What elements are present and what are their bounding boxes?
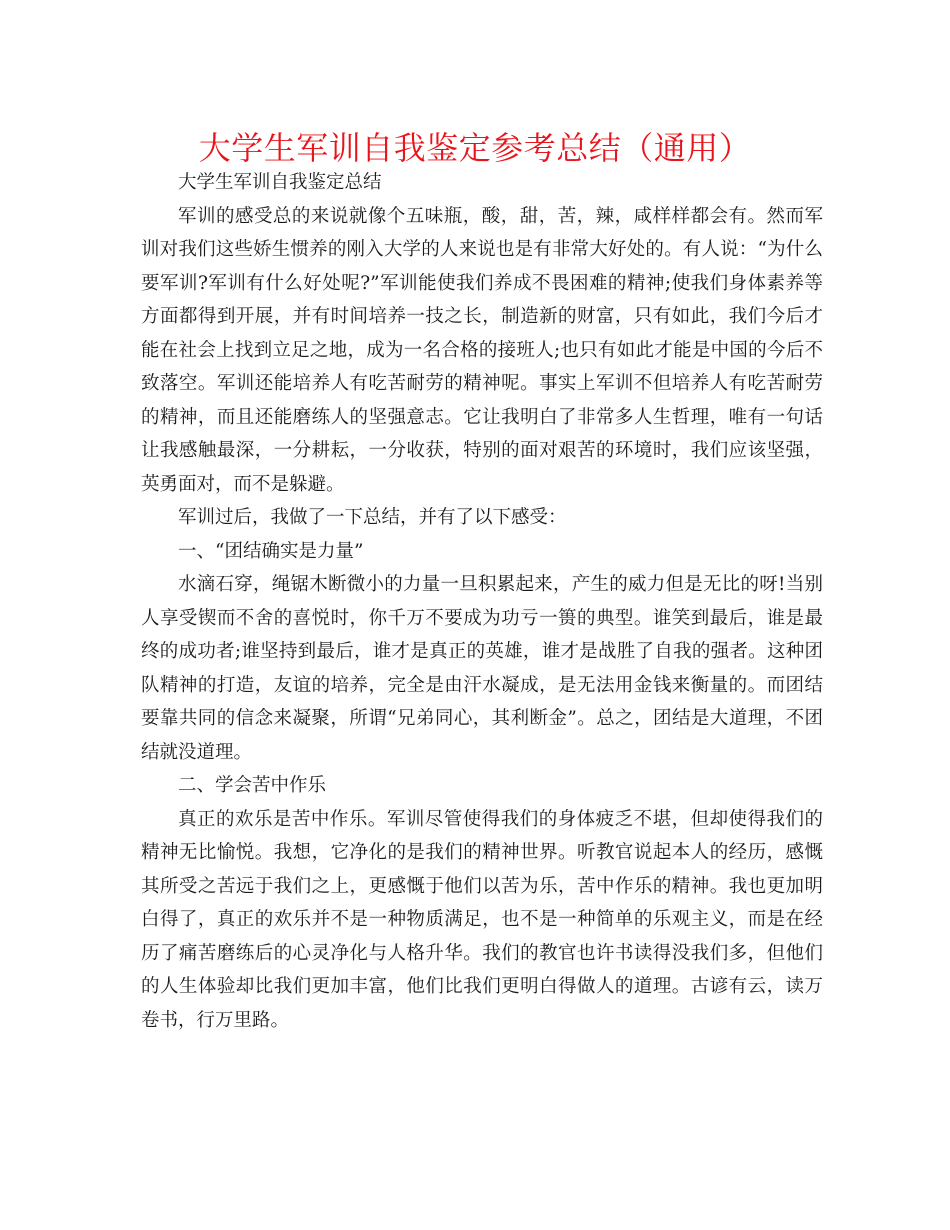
- document-title: 大学生军训自我鉴定参考总结（通用）: [198, 129, 752, 167]
- paragraph: 军训的感受总的来说就像个五味瓶，酸，甜，苦，辣，咸样样都会有。然而军训对我们这些娇生惯养的刚入大学的人来说也是有非常大好处的。有人说：“为什么要军训?军训有什么好处呢?”军训能使我们养成不畏困难的精神;使我们身体素养等方面都得到开展，并有时间培养一技之长，制造新的财富，只有如此，我们今后才能在社会上找到立足之地，成为一名合格的接班人;也只有如此才能是中国的今后不致落空。军训还能培养人有吃苦耐劳的精神呢。事实上军训不但培养人有吃苦耐劳的精神，而且还能磨练人的坚强意志。它让我明白了非常多人生哲理，唯有一句话让我感触最深，一分耕耘，一分收获，特别的面对艰苦的环境时，我们应该坚强，英勇面对，而不是躲避。: [141, 205, 823, 495]
- paragraph-subtitle: 大学生军训自我鉴定总结: [178, 172, 382, 193]
- document-body: [141, 166, 823, 1037]
- paragraph: 军训过后，我做了一下总结，并有了以下感受：: [178, 507, 567, 528]
- section-heading: 二、学会苦中作乐: [178, 775, 327, 796]
- paragraph: 水滴石穿，绳锯木断微小的力量一旦积累起来，产生的威力但是无比的呀!当别人享受锲而不舍的喜悦时，你千万不要成为功亏一篑的典型。谁笑到最后，谁是最终的成功者;谁坚持到最后，谁才是真正的英雄，谁才是战胜了自我的强者。这种团队精神的打造，友谊的培养，完全是由汗水凝成，是无法用金钱来衡量的。而团结要靠共同的信念来凝聚，所谓“兄弟同心，其利断金”。总之，团结是大道理，不团结就没道理。: [141, 574, 823, 763]
- section-heading: 一、“团结确实是力量”: [178, 540, 364, 562]
- paragraph: 真正的欢乐是苦中作乐。军训尽管使得我们的身体疲乏不堪，但却使得我们的精神无比愉悦。我想，它净化的是我们的精神世界。听教官说起本人的经历，感慨其所受之苦远于我们之上，更感慨于他们以苦为乐，苦中作乐的精神。我也更加明白得了，真正的欢乐并不是一种物质满足，也不是一种简单的乐观主义，而是在经历了痛苦磨练后的心灵净化与人格升华。我们的教官也许书读得没我们多，但他们的人生体验却比我们更加丰富，他们比我们更明白得做人的道理。古谚有云，读万卷书，行万里路。: [141, 808, 823, 1031]
